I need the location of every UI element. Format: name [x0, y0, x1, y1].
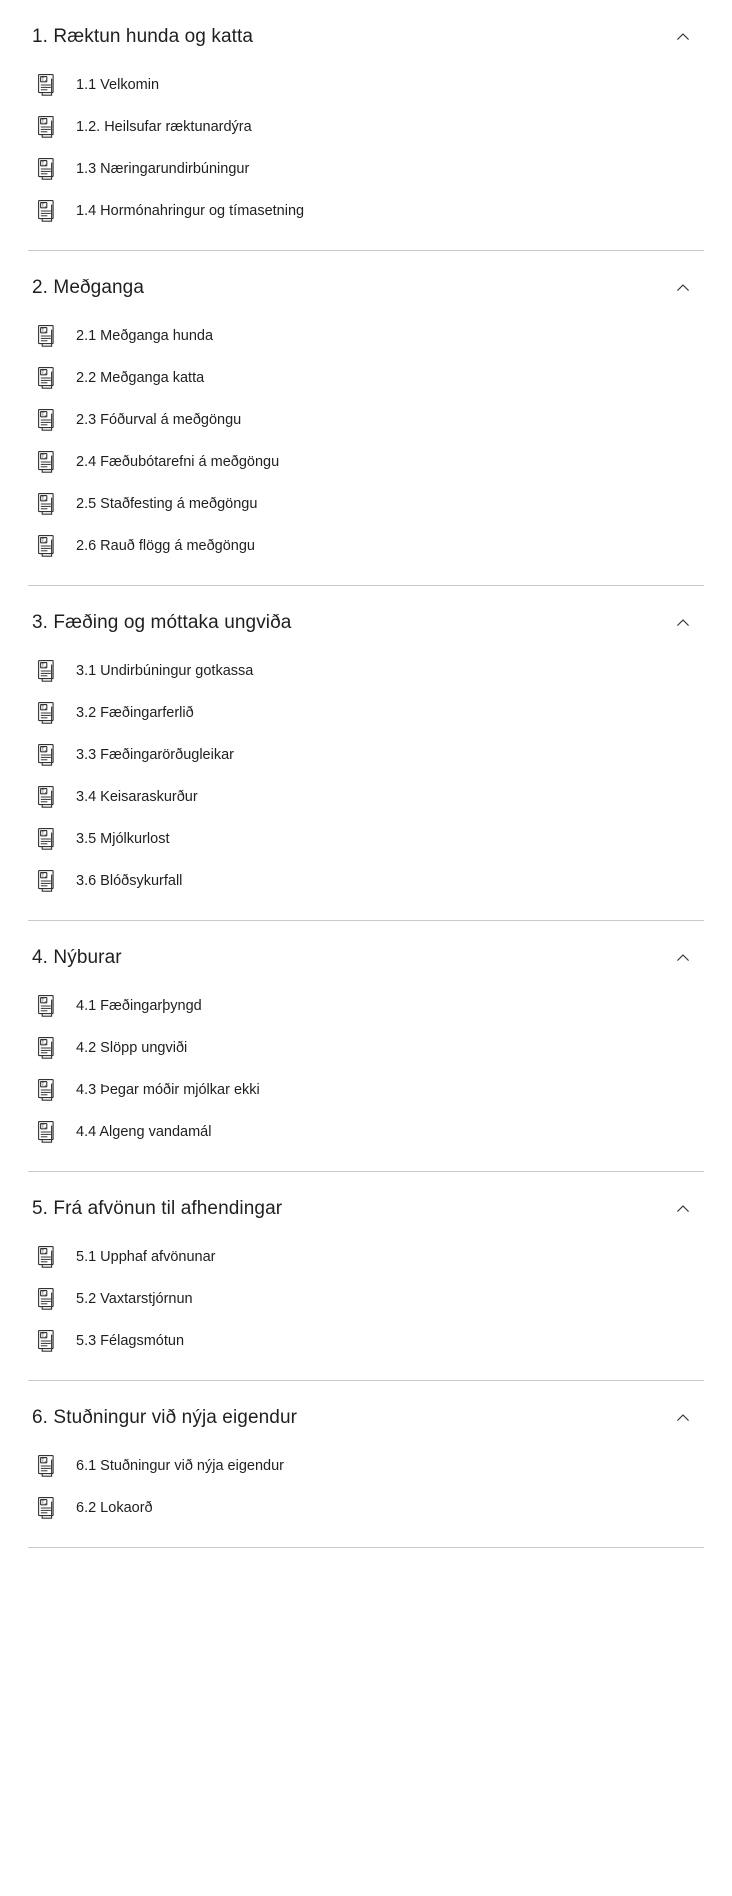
chevron-up-icon[interactable]	[672, 277, 694, 299]
lesson-item[interactable]	[28, 315, 704, 357]
lesson-label: 1.1 Velkomin	[76, 76, 160, 93]
section-title: 6. Stuðningur við nýja eigendur	[32, 1407, 298, 1428]
lesson-label: 3.6 Blóðsykurfall	[76, 872, 183, 889]
svg-text:T: T	[41, 538, 45, 544]
lesson-item[interactable]	[28, 818, 704, 860]
svg-text:x: x	[44, 79, 47, 83]
svg-text:x: x	[44, 163, 47, 167]
lesson-label: 1.3 Næringarundirbúningur	[76, 160, 250, 177]
lesson-item[interactable]	[28, 1445, 704, 1487]
course-section	[28, 251, 704, 586]
lesson-item[interactable]	[28, 106, 704, 148]
text-document-icon	[36, 1454, 58, 1478]
lesson-label: 3.4 Keisaraskurður	[76, 788, 198, 805]
lesson-item[interactable]	[28, 64, 704, 106]
svg-text:T: T	[41, 370, 45, 376]
lesson-label: 2.1 Meðganga hunda	[76, 327, 214, 344]
chevron-up-icon[interactable]	[672, 947, 694, 969]
svg-text:T: T	[41, 873, 45, 879]
lesson-label: 2.6 Rauð flögg á meðgöngu	[76, 537, 255, 554]
text-document-icon	[36, 1245, 58, 1269]
svg-text:x: x	[44, 1126, 47, 1130]
svg-text:x: x	[44, 121, 47, 125]
section-header-toggle[interactable]	[28, 251, 704, 315]
text-document-icon	[36, 827, 58, 851]
lesson-item[interactable]	[28, 985, 704, 1027]
svg-text:x: x	[44, 665, 47, 669]
text-document-icon	[36, 701, 58, 725]
lesson-label: 1.2. Heilsufar ræktunardýra	[76, 118, 252, 135]
svg-text:T: T	[41, 77, 45, 83]
section-title: 1. Ræktun hunda og katta	[32, 26, 254, 47]
section-header-toggle[interactable]	[28, 1172, 704, 1236]
lesson-label: 2.4 Fæðubótarefni á meðgöngu	[76, 453, 280, 470]
svg-text:T: T	[41, 831, 45, 837]
lesson-label: 5.1 Upphaf afvönunar	[76, 1248, 216, 1265]
svg-text:x: x	[44, 498, 47, 502]
svg-text:T: T	[41, 1458, 45, 1464]
svg-text:T: T	[41, 1500, 45, 1506]
svg-text:x: x	[44, 875, 47, 879]
lesson-label: 3.1 Undirbúningur gotkassa	[76, 662, 254, 679]
svg-text:T: T	[41, 203, 45, 209]
svg-text:x: x	[44, 707, 47, 711]
lesson-item[interactable]	[28, 525, 704, 567]
lesson-label: 1.4 Hormónahringur og tímasetning	[76, 202, 305, 219]
text-document-icon	[36, 199, 58, 223]
svg-text:x: x	[44, 1335, 47, 1339]
text-document-icon	[36, 659, 58, 683]
lesson-item[interactable]	[28, 148, 704, 190]
svg-text:x: x	[44, 1460, 47, 1464]
text-document-icon	[36, 450, 58, 474]
svg-text:x: x	[44, 456, 47, 460]
svg-text:x: x	[44, 749, 47, 753]
section-title: 4. Nýburar	[32, 947, 122, 968]
text-document-icon	[36, 1496, 58, 1520]
svg-text:x: x	[44, 791, 47, 795]
chevron-up-icon[interactable]	[672, 26, 694, 48]
text-document-icon	[36, 743, 58, 767]
lesson-list	[28, 985, 704, 1153]
lesson-list	[28, 64, 704, 232]
lesson-item[interactable]	[28, 1278, 704, 1320]
text-document-icon	[36, 157, 58, 181]
section-header-toggle[interactable]	[28, 1381, 704, 1445]
svg-text:T: T	[41, 412, 45, 418]
lesson-list	[28, 650, 704, 902]
svg-text:x: x	[44, 1502, 47, 1506]
text-document-icon	[36, 492, 58, 516]
svg-text:T: T	[41, 119, 45, 125]
svg-text:T: T	[41, 1124, 45, 1130]
lesson-item[interactable]	[28, 650, 704, 692]
lesson-label: 4.1 Fæðingarþyngd	[76, 997, 202, 1014]
svg-text:T: T	[41, 1249, 45, 1255]
course-section	[28, 586, 704, 921]
svg-text:x: x	[44, 414, 47, 418]
text-document-icon	[36, 366, 58, 390]
section-title: 2. Meðganga	[32, 277, 145, 298]
text-document-icon	[36, 994, 58, 1018]
lesson-list	[28, 315, 704, 567]
svg-text:T: T	[41, 1040, 45, 1046]
svg-text:T: T	[41, 663, 45, 669]
lesson-label: 2.3 Fóðurval á meðgöngu	[76, 411, 242, 428]
svg-text:T: T	[41, 705, 45, 711]
lesson-item[interactable]	[28, 483, 704, 525]
lesson-item[interactable]	[28, 399, 704, 441]
svg-text:T: T	[41, 161, 45, 167]
svg-text:x: x	[44, 1293, 47, 1297]
svg-text:T: T	[41, 747, 45, 753]
svg-text:T: T	[41, 789, 45, 795]
section-header-toggle[interactable]	[28, 0, 704, 64]
svg-text:T: T	[41, 1082, 45, 1088]
text-document-icon	[36, 785, 58, 809]
lesson-item[interactable]	[28, 776, 704, 818]
lesson-item[interactable]	[28, 190, 704, 232]
lesson-label: 3.3 Fæðingarörðugleikar	[76, 746, 234, 763]
svg-text:T: T	[41, 1291, 45, 1297]
text-document-icon	[36, 408, 58, 432]
lesson-item[interactable]	[28, 441, 704, 483]
lesson-label: 4.4 Algeng vandamál	[76, 1123, 212, 1140]
course-section	[28, 1381, 704, 1548]
section-title: 3. Fæðing og móttaka ungviða	[32, 612, 292, 633]
lesson-label: 6.1 Stuðningur við nýja eigendur	[76, 1457, 284, 1474]
lesson-list	[28, 1236, 704, 1362]
svg-text:x: x	[44, 1042, 47, 1046]
lesson-item[interactable]	[28, 1111, 704, 1153]
svg-text:x: x	[44, 833, 47, 837]
lesson-item[interactable]	[28, 1320, 704, 1362]
text-document-icon	[36, 1120, 58, 1144]
lesson-item[interactable]	[28, 692, 704, 734]
svg-text:x: x	[44, 1000, 47, 1004]
lesson-label: 4.2 Slöpp ungviði	[76, 1039, 188, 1056]
text-document-icon	[36, 1287, 58, 1311]
lesson-label: 2.5 Staðfesting á meðgöngu	[76, 495, 258, 512]
svg-text:T: T	[41, 1333, 45, 1339]
lesson-item[interactable]	[28, 1487, 704, 1529]
svg-text:T: T	[41, 998, 45, 1004]
chevron-up-icon[interactable]	[672, 1407, 694, 1429]
lesson-list	[28, 1445, 704, 1529]
svg-text:x: x	[44, 1084, 47, 1088]
lesson-item[interactable]	[28, 357, 704, 399]
section-header-toggle[interactable]	[28, 921, 704, 985]
chevron-up-icon[interactable]	[672, 612, 694, 634]
lesson-item[interactable]	[28, 1069, 704, 1111]
lesson-label: 6.2 Lokaorð	[76, 1499, 153, 1516]
lesson-item[interactable]	[28, 860, 704, 902]
text-document-icon	[36, 73, 58, 97]
lesson-label: 5.3 Félagsmótun	[76, 1332, 185, 1349]
text-document-icon	[36, 1036, 58, 1060]
svg-text:x: x	[44, 205, 47, 209]
svg-text:T: T	[41, 328, 45, 334]
section-title: 5. Frá afvönun til afhendingar	[32, 1198, 283, 1219]
text-document-icon	[36, 534, 58, 558]
lesson-label: 5.2 Vaxtarstjórnun	[76, 1290, 193, 1307]
svg-text:x: x	[44, 330, 47, 334]
lesson-label: 2.2 Meðganga katta	[76, 369, 205, 386]
lesson-item[interactable]	[28, 1236, 704, 1278]
svg-text:x: x	[44, 372, 47, 376]
svg-text:T: T	[41, 496, 45, 502]
svg-text:x: x	[44, 1251, 47, 1255]
course-section	[28, 1172, 704, 1381]
lesson-label: 3.2 Fæðingarferlið	[76, 704, 194, 721]
lesson-item[interactable]	[28, 734, 704, 776]
text-document-icon	[36, 115, 58, 139]
lesson-item[interactable]	[28, 1027, 704, 1069]
text-document-icon	[36, 1078, 58, 1102]
text-document-icon	[36, 324, 58, 348]
course-section	[28, 0, 704, 251]
text-document-icon	[36, 1329, 58, 1353]
svg-text:x: x	[44, 540, 47, 544]
lesson-label: 3.5 Mjólkurlost	[76, 830, 170, 847]
course-section	[28, 921, 704, 1172]
lesson-label: 4.3 Þegar móðir mjólkar ekki	[76, 1081, 260, 1098]
chevron-up-icon[interactable]	[672, 1198, 694, 1220]
section-header-toggle[interactable]	[28, 586, 704, 650]
svg-text:T: T	[41, 454, 45, 460]
text-document-icon	[36, 869, 58, 893]
